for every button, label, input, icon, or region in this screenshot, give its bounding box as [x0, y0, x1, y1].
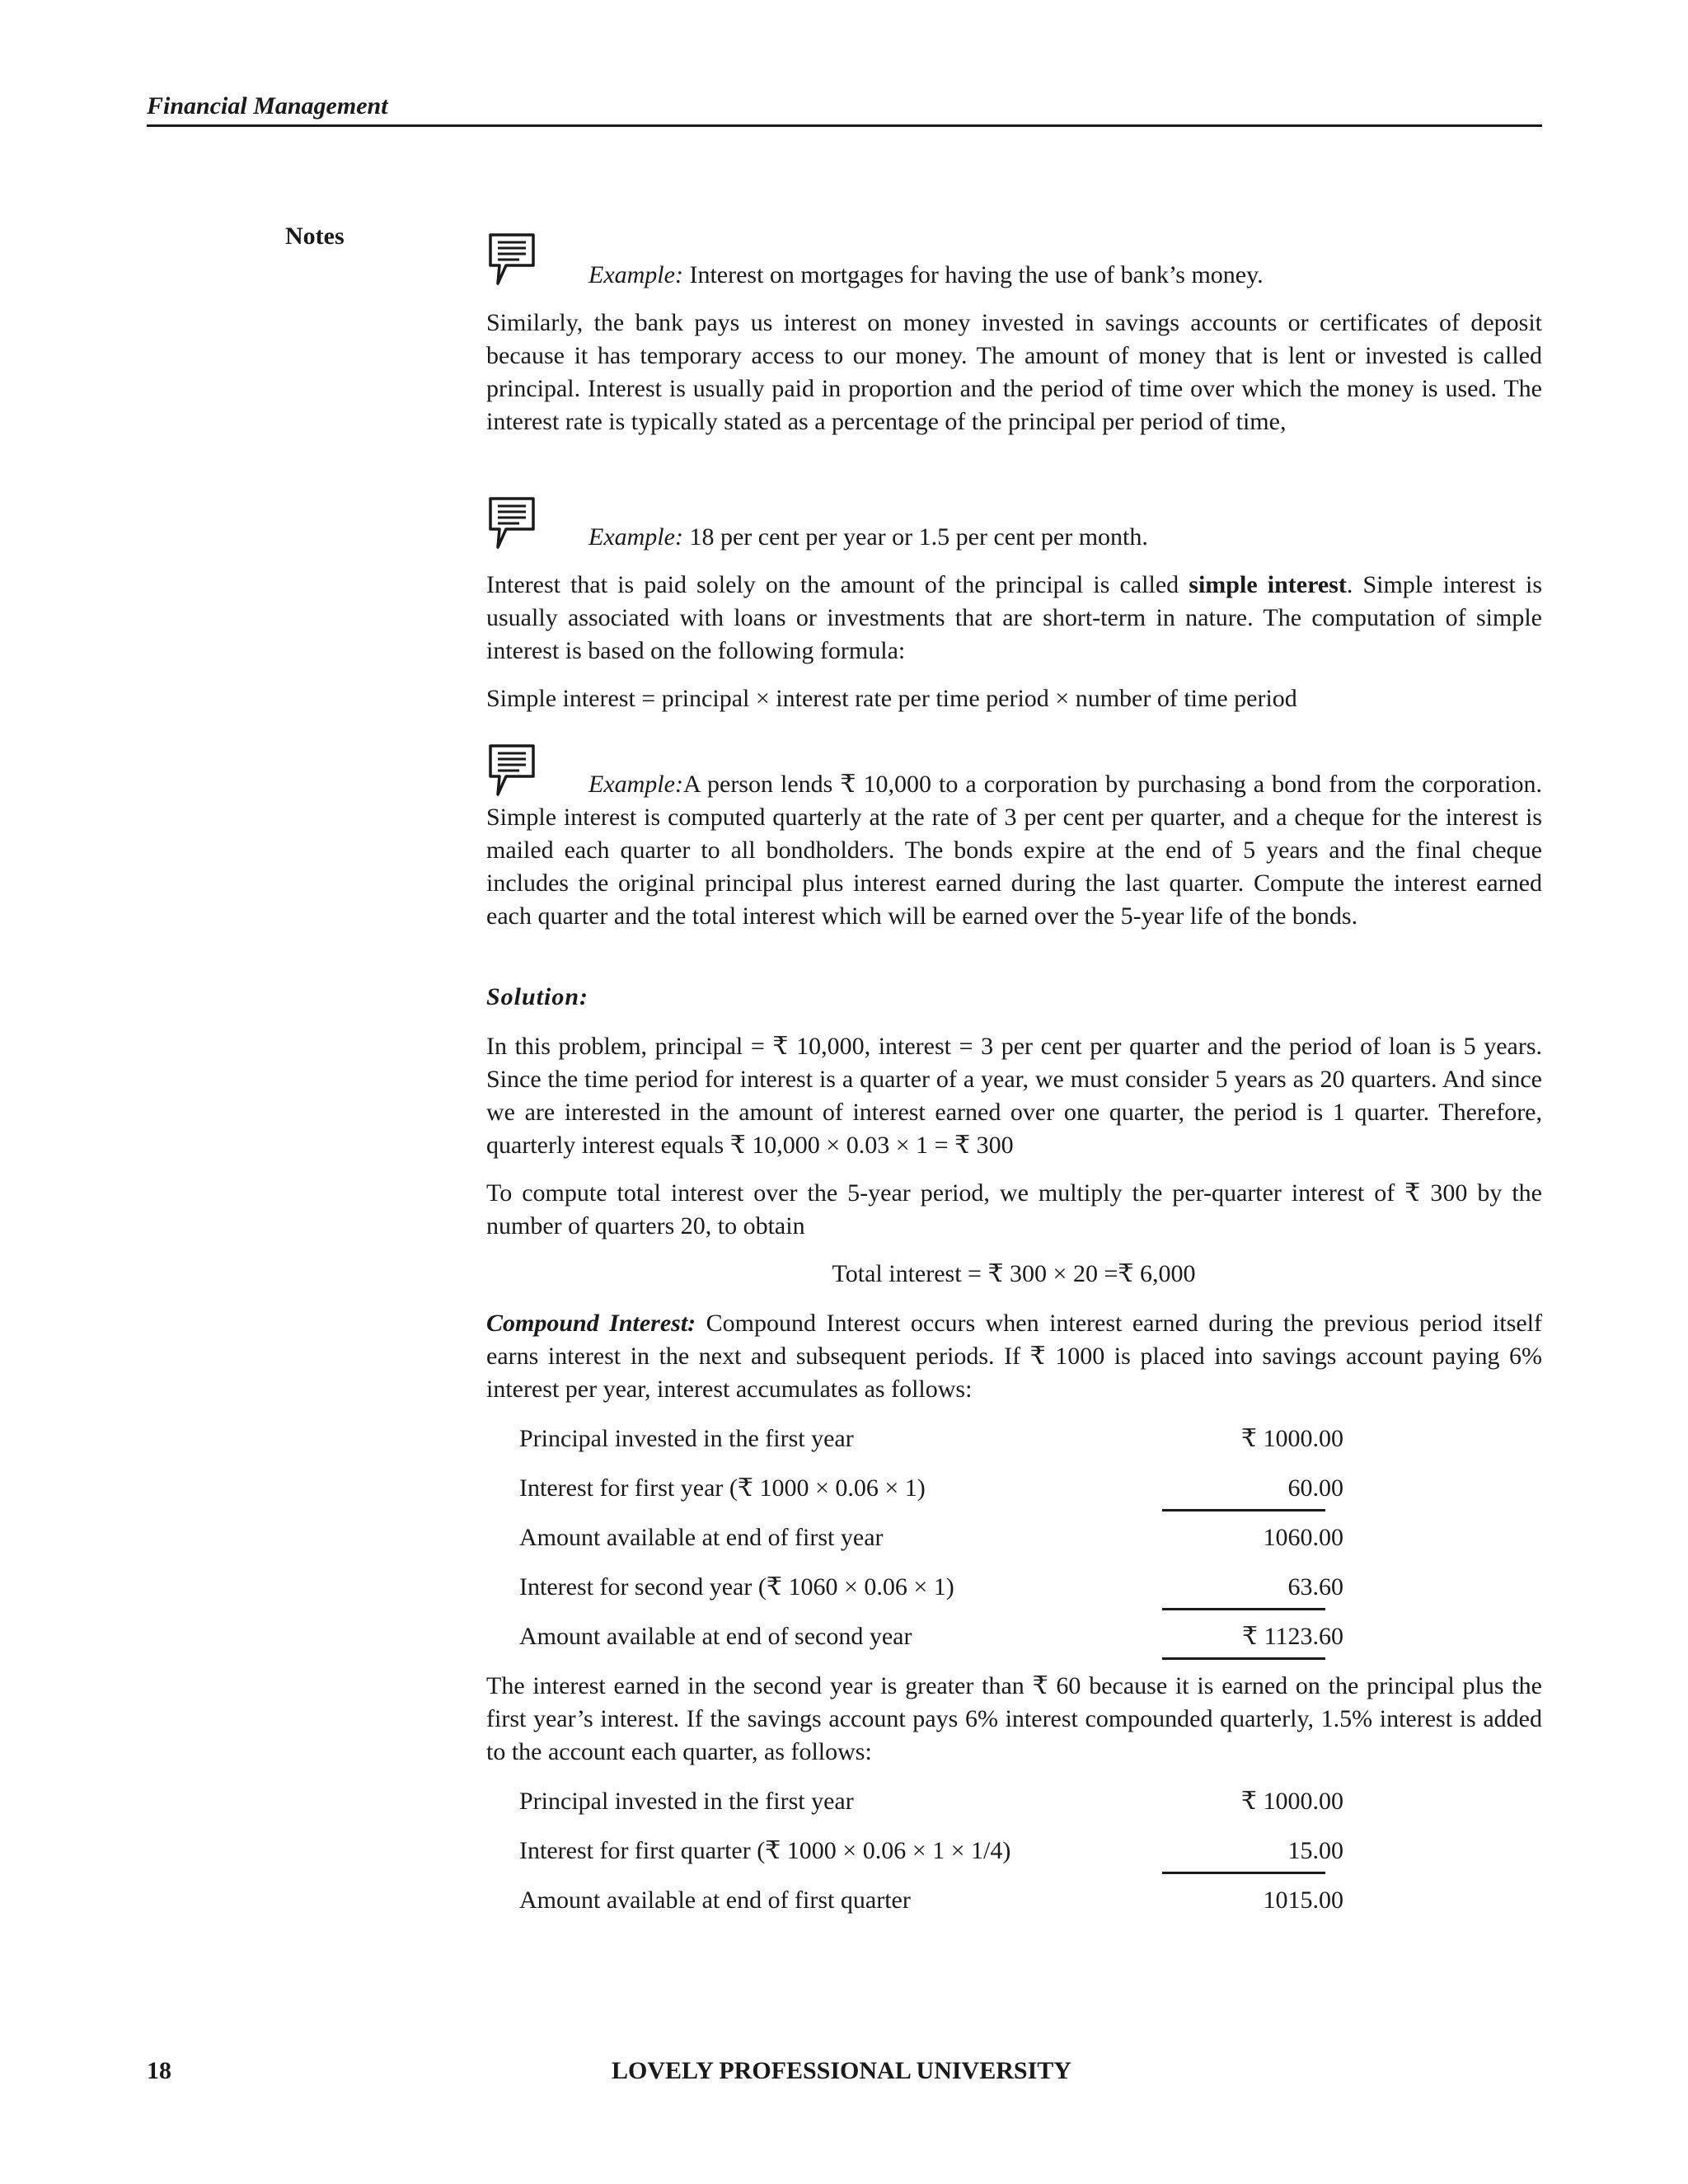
sum-rule: [1162, 1608, 1325, 1610]
table-row: [519, 1422, 1343, 1455]
paragraph-second-year: The interest earned in the second year is greater than ₹ 60 because it is earned on the principal plus the first year’s interest. If the savings account pays 6% interest compounded quarterly, 1.5% interest is added to the account each quarter, as follows:: [486, 1672, 1542, 1765]
row-value: 60.00: [1287, 1474, 1343, 1502]
row-value: 1015.00: [1263, 1886, 1343, 1914]
row-label: Interest for second year (₹ 1060 × 0.06 × 1): [519, 1573, 954, 1601]
sum-rule: [1162, 1509, 1325, 1511]
total-interest-line: Total interest = ₹ 300 × 20 =₹ 6,000: [832, 1260, 1196, 1287]
header-rule: [147, 124, 1542, 127]
example-1-text: Interest on mortgages for having the use of bank’s money.: [682, 261, 1264, 288]
row-value: 63.60: [1287, 1573, 1343, 1601]
example-1: [588, 259, 1264, 292]
example-2: [588, 521, 1148, 554]
table-row: [519, 1785, 1343, 1818]
compound-interest-label: Compound Interest:: [486, 1310, 696, 1337]
sum-rule: [1162, 1872, 1325, 1874]
total-rule: [1162, 1657, 1325, 1660]
row-label: Interest for first quarter (₹ 1000 × 0.06 × 1 × 1/4): [519, 1837, 1011, 1864]
row-value: ₹ 1000.00: [1240, 1425, 1343, 1452]
example-3-label: Example:: [588, 771, 683, 798]
simple-interest-term: simple interest: [1189, 571, 1347, 598]
row-label: Amount available at end of first quarter: [519, 1886, 911, 1914]
row-label: Amount available at end of first year: [519, 1524, 884, 1551]
table-row: [519, 1472, 1343, 1505]
paragraph-simple-interest: [486, 569, 1542, 668]
example-3: [486, 768, 1542, 933]
table-row: [519, 1571, 1343, 1604]
compound-interest-text: Compound Interest occurs when interest earned during the previous period itself earns interest in the next and subsequent periods. If ₹ 1000 is placed into savings account paying 6% interest per year, interest accumulates as follows:: [486, 1310, 1543, 1403]
simple-interest-after: . Simple interest is usually associated with loans or investments that are short-term in nature. The computation of simple interest is based on the following formula:: [486, 571, 1542, 664]
table-row: [519, 1620, 1343, 1653]
row-value: ₹ 1123.60: [1242, 1623, 1343, 1650]
paragraph-total-interest: To compute total interest over the 5-year period, we multiply the per-quarter interest of ₹ 300 by the number of quarters 20, to obtain: [486, 1179, 1542, 1240]
paragraph-solution: In this problem, principal = ₹ 10,000, interest = 3 per cent per quarter and the period of loan is 5 years. Since the time period for interest is a quarter of a year, we must consider 5 years as 20 quarters. And since we are interested in the amount of interest earned over one quarter, the period is 1 quarter. Therefore, quarterly interest equals ₹ 10,000 × 0.03 × 1 = ₹ 300: [486, 1033, 1542, 1159]
page-number: 18: [147, 2057, 171, 2084]
row-label: Principal invested in the first year: [519, 1788, 854, 1815]
example-1-label: Example:: [588, 261, 683, 288]
row-value: ₹ 1000.00: [1240, 1788, 1343, 1815]
table-row: [519, 1521, 1343, 1554]
row-label: Amount available at end of second year: [519, 1623, 912, 1650]
page-header-title: Financial Management: [147, 92, 388, 120]
table-row: [519, 1835, 1343, 1868]
simple-interest-formula: Simple interest = principal × interest rate per time period × number of time period: [486, 685, 1297, 712]
example-2-label: Example:: [588, 523, 683, 551]
notes-label: Notes: [285, 223, 345, 250]
example-3-text: A person lends ₹ 10,000 to a corporation by purchasing a bond from the corporation. Simple interest is computed quarterly at the rate of 3 per cent per quarter, and a cheque for the interest is mailed each quarter to all bondholders. The bonds expire at the end of 5 years and the final cheque includes the original principal plus interest earned during the last quarter. Compute the interest earned each quarter and the total interest which will be earned over the 5-year life of the bonds.: [486, 771, 1542, 930]
simple-interest-before: Interest that is paid solely on the amount of the principal is called: [486, 571, 1189, 598]
row-label: Principal invested in the first year: [519, 1425, 854, 1452]
row-value: 15.00: [1287, 1837, 1343, 1864]
table-row: [519, 1884, 1343, 1917]
example-2-text: 18 per cent per year or 1.5 per cent per month.: [682, 523, 1148, 551]
row-label: Interest for first year (₹ 1000 × 0.06 × 1): [519, 1474, 926, 1502]
row-value: 1060.00: [1263, 1524, 1343, 1551]
example-speech-bubble-icon: [488, 496, 536, 551]
paragraph-principal: Similarly, the bank pays us interest on money invested in savings accounts or certificates of deposit because it has temporary access to our money. The amount of money that is lent or invested is called principal. Interest is usually paid in proportion and the period of time over which the money is used. The interest rate is typically stated as a percentage of the principal per period of time,: [486, 309, 1542, 435]
example-speech-bubble-icon: [488, 232, 536, 287]
solution-heading: Solution:: [486, 983, 589, 1010]
paragraph-compound-interest: [486, 1307, 1542, 1406]
footer-university: LOVELY PROFESSIONAL UNIVERSITY: [612, 2057, 1071, 2084]
